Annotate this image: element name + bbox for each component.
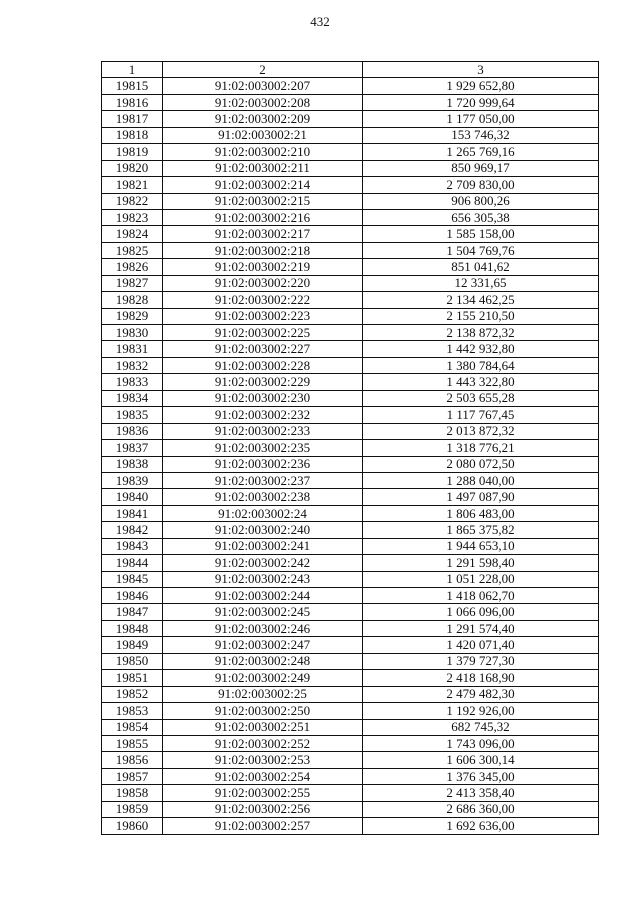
row-number-cell: 19853: [102, 703, 163, 719]
row-number-cell: 19837: [102, 440, 163, 456]
table-row: [102, 768, 599, 784]
cadastral-number-cell: 91:02:003002:233: [163, 423, 363, 439]
table-row: [102, 226, 599, 242]
cadastral-number-cell: 91:02:003002:229: [163, 374, 363, 390]
cadastral-number-cell: 91:02:003002:243: [163, 571, 363, 587]
row-number-cell: 19833: [102, 374, 163, 390]
cadastral-number-cell: 91:02:003002:232: [163, 407, 363, 423]
row-number-cell: 19840: [102, 489, 163, 505]
row-number-cell: 19855: [102, 735, 163, 751]
value-cell: 1 504 769,76: [363, 242, 599, 258]
row-number-cell: 19839: [102, 472, 163, 488]
row-number-cell: 19827: [102, 275, 163, 291]
table-row: [102, 752, 599, 768]
table-row: [102, 555, 599, 571]
cadastral-number-cell: 91:02:003002:238: [163, 489, 363, 505]
row-number-cell: 19857: [102, 768, 163, 784]
value-cell: 1 606 300,14: [363, 752, 599, 768]
row-number-cell: 19825: [102, 242, 163, 258]
table-row: [102, 472, 599, 488]
row-number-cell: 19860: [102, 818, 163, 834]
cadastral-number-cell: 91:02:003002:218: [163, 242, 363, 258]
value-cell: 1 380 784,64: [363, 357, 599, 373]
cadastral-number-cell: 91:02:003002:215: [163, 193, 363, 209]
row-number-cell: 19849: [102, 637, 163, 653]
cadastral-number-cell: 91:02:003002:252: [163, 735, 363, 751]
row-number-cell: 19834: [102, 390, 163, 406]
row-number-cell: 19829: [102, 308, 163, 324]
cadastral-number-cell: 91:02:003002:235: [163, 440, 363, 456]
value-cell: 1 420 071,40: [363, 637, 599, 653]
table-row: [102, 735, 599, 751]
cadastral-number-cell: 91:02:003002:225: [163, 325, 363, 341]
table-row: [102, 111, 599, 127]
cadastral-number-cell: 91:02:003002:228: [163, 357, 363, 373]
page-number: 432: [310, 14, 330, 29]
table-row: [102, 160, 599, 176]
value-cell: 850 969,17: [363, 160, 599, 176]
table-row: [102, 456, 599, 472]
row-number-cell: 19820: [102, 160, 163, 176]
row-number-cell: 19822: [102, 193, 163, 209]
table-row: [102, 292, 599, 308]
value-cell: 656 305,38: [363, 209, 599, 225]
table-row: [102, 374, 599, 390]
table-row: [102, 407, 599, 423]
value-cell: 2 503 655,28: [363, 390, 599, 406]
value-cell: 1 066 096,00: [363, 604, 599, 620]
value-cell: 1 806 483,00: [363, 505, 599, 521]
row-number-cell: 19819: [102, 144, 163, 160]
row-number-cell: 19858: [102, 785, 163, 801]
table-row: [102, 489, 599, 505]
row-number-cell: 19846: [102, 588, 163, 604]
table-row: [102, 325, 599, 341]
table-row: [102, 440, 599, 456]
table-row: [102, 423, 599, 439]
value-cell: 1 442 932,80: [363, 341, 599, 357]
table-row: [102, 78, 599, 94]
value-cell: 2 413 358,40: [363, 785, 599, 801]
row-number-cell: 19859: [102, 801, 163, 817]
row-number-cell: 19843: [102, 538, 163, 554]
cadastral-number-cell: 91:02:003002:245: [163, 604, 363, 620]
value-cell: 12 331,65: [363, 275, 599, 291]
row-number-cell: 19845: [102, 571, 163, 587]
table-row: [102, 801, 599, 817]
value-cell: 2 080 072,50: [363, 456, 599, 472]
value-cell: 2 686 360,00: [363, 801, 599, 817]
column-header-3: 3: [363, 62, 599, 78]
table-row: [102, 341, 599, 357]
table-row: [102, 670, 599, 686]
table-row: [102, 357, 599, 373]
table-row: [102, 144, 599, 160]
table-row: [102, 703, 599, 719]
cadastral-number-cell: 91:02:003002:219: [163, 259, 363, 275]
cadastral-number-cell: 91:02:003002:207: [163, 78, 363, 94]
table-row: [102, 209, 599, 225]
value-cell: 1 929 652,80: [363, 78, 599, 94]
table-row: [102, 193, 599, 209]
table-row: [102, 242, 599, 258]
value-cell: 2 479 482,30: [363, 686, 599, 702]
table-row: [102, 653, 599, 669]
value-cell: 1 944 653,10: [363, 538, 599, 554]
value-cell: 1 743 096,00: [363, 735, 599, 751]
value-cell: 1 692 636,00: [363, 818, 599, 834]
cadastral-number-cell: 91:02:003002:24: [163, 505, 363, 521]
row-number-cell: 19847: [102, 604, 163, 620]
row-number-cell: 19850: [102, 653, 163, 669]
cadastral-number-cell: 91:02:003002:210: [163, 144, 363, 160]
value-cell: 1 865 375,82: [363, 522, 599, 538]
value-cell: 2 134 462,25: [363, 292, 599, 308]
registry-table: [101, 61, 599, 835]
table-row: [102, 571, 599, 587]
row-number-cell: 19856: [102, 752, 163, 768]
cadastral-number-cell: 91:02:003002:246: [163, 620, 363, 636]
cadastral-number-cell: 91:02:003002:220: [163, 275, 363, 291]
row-number-cell: 19817: [102, 111, 163, 127]
cadastral-number-cell: 91:02:003002:241: [163, 538, 363, 554]
cadastral-number-cell: 91:02:003002:250: [163, 703, 363, 719]
column-header-2: 2: [163, 62, 363, 78]
row-number-cell: 19828: [102, 292, 163, 308]
row-number-cell: 19823: [102, 209, 163, 225]
cadastral-number-cell: 91:02:003002:247: [163, 637, 363, 653]
value-cell: 1 443 322,80: [363, 374, 599, 390]
row-number-cell: 19831: [102, 341, 163, 357]
row-number-cell: 19852: [102, 686, 163, 702]
table-row: [102, 538, 599, 554]
cadastral-number-cell: 91:02:003002:256: [163, 801, 363, 817]
table-header: [102, 62, 599, 78]
value-cell: 851 041,62: [363, 259, 599, 275]
value-cell: 153 746,32: [363, 127, 599, 143]
row-number-cell: 19854: [102, 719, 163, 735]
value-cell: 1 720 999,64: [363, 94, 599, 110]
table-row: [102, 177, 599, 193]
row-number-cell: 19851: [102, 670, 163, 686]
cadastral-number-cell: 91:02:003002:21: [163, 127, 363, 143]
value-cell: 1 379 727,30: [363, 653, 599, 669]
row-number-cell: 19815: [102, 78, 163, 94]
cadastral-number-cell: 91:02:003002:253: [163, 752, 363, 768]
table-row: [102, 390, 599, 406]
row-number-cell: 19826: [102, 259, 163, 275]
cadastral-number-cell: 91:02:003002:25: [163, 686, 363, 702]
cadastral-number-cell: 91:02:003002:255: [163, 785, 363, 801]
cadastral-number-cell: 91:02:003002:227: [163, 341, 363, 357]
row-number-cell: 19842: [102, 522, 163, 538]
table-row: [102, 522, 599, 538]
value-cell: 906 800,26: [363, 193, 599, 209]
cadastral-number-cell: 91:02:003002:230: [163, 390, 363, 406]
table-row: [102, 505, 599, 521]
row-number-cell: 19816: [102, 94, 163, 110]
cadastral-number-cell: 91:02:003002:257: [163, 818, 363, 834]
value-cell: 1 318 776,21: [363, 440, 599, 456]
row-number-cell: 19835: [102, 407, 163, 423]
table-row: [102, 620, 599, 636]
cadastral-number-cell: 91:02:003002:254: [163, 768, 363, 784]
value-cell: 2 418 168,90: [363, 670, 599, 686]
cadastral-number-cell: 91:02:003002:242: [163, 555, 363, 571]
value-cell: 1 288 040,00: [363, 472, 599, 488]
cadastral-number-cell: 91:02:003002:244: [163, 588, 363, 604]
table-row: [102, 637, 599, 653]
cadastral-number-cell: 91:02:003002:223: [163, 308, 363, 324]
cadastral-number-cell: 91:02:003002:214: [163, 177, 363, 193]
cadastral-number-cell: 91:02:003002:208: [163, 94, 363, 110]
cadastral-number-cell: 91:02:003002:222: [163, 292, 363, 308]
row-number-cell: 19824: [102, 226, 163, 242]
table-row: [102, 686, 599, 702]
value-cell: 1 192 926,00: [363, 703, 599, 719]
cadastral-number-cell: 91:02:003002:216: [163, 209, 363, 225]
column-header-1: 1: [102, 62, 163, 78]
table-row: [102, 275, 599, 291]
value-cell: 1 418 062,70: [363, 588, 599, 604]
value-cell: 2 013 872,32: [363, 423, 599, 439]
cadastral-number-cell: 91:02:003002:237: [163, 472, 363, 488]
row-number-cell: 19841: [102, 505, 163, 521]
table-body: [102, 78, 599, 834]
row-number-cell: 19836: [102, 423, 163, 439]
table-row: [102, 127, 599, 143]
cadastral-number-cell: 91:02:003002:217: [163, 226, 363, 242]
value-cell: 1 265 769,16: [363, 144, 599, 160]
header-row: [102, 62, 599, 78]
value-cell: 1 177 050,00: [363, 111, 599, 127]
value-cell: 1 497 087,90: [363, 489, 599, 505]
value-cell: 2 155 210,50: [363, 308, 599, 324]
cadastral-number-cell: 91:02:003002:249: [163, 670, 363, 686]
row-number-cell: 19848: [102, 620, 163, 636]
cadastral-number-cell: 91:02:003002:240: [163, 522, 363, 538]
table-row: [102, 308, 599, 324]
value-cell: 1 376 345,00: [363, 768, 599, 784]
value-cell: 1 291 574,40: [363, 620, 599, 636]
row-number-cell: 19821: [102, 177, 163, 193]
value-cell: 1 291 598,40: [363, 555, 599, 571]
cadastral-number-cell: 91:02:003002:248: [163, 653, 363, 669]
table-row: [102, 719, 599, 735]
row-number-cell: 19844: [102, 555, 163, 571]
row-number-cell: 19830: [102, 325, 163, 341]
cadastral-number-cell: 91:02:003002:209: [163, 111, 363, 127]
value-cell: 2 709 830,00: [363, 177, 599, 193]
table-row: [102, 94, 599, 110]
row-number-cell: 19818: [102, 127, 163, 143]
cadastral-number-cell: 91:02:003002:211: [163, 160, 363, 176]
row-number-cell: 19832: [102, 357, 163, 373]
table-row: [102, 259, 599, 275]
cadastral-number-cell: 91:02:003002:236: [163, 456, 363, 472]
cadastral-number-cell: 91:02:003002:251: [163, 719, 363, 735]
value-cell: 1 117 767,45: [363, 407, 599, 423]
row-number-cell: 19838: [102, 456, 163, 472]
table-row: [102, 785, 599, 801]
table-row: [102, 604, 599, 620]
table-row: [102, 588, 599, 604]
table-row: [102, 818, 599, 834]
value-cell: 1 585 158,00: [363, 226, 599, 242]
value-cell: 1 051 228,00: [363, 571, 599, 587]
value-cell: 682 745,32: [363, 719, 599, 735]
value-cell: 2 138 872,32: [363, 325, 599, 341]
